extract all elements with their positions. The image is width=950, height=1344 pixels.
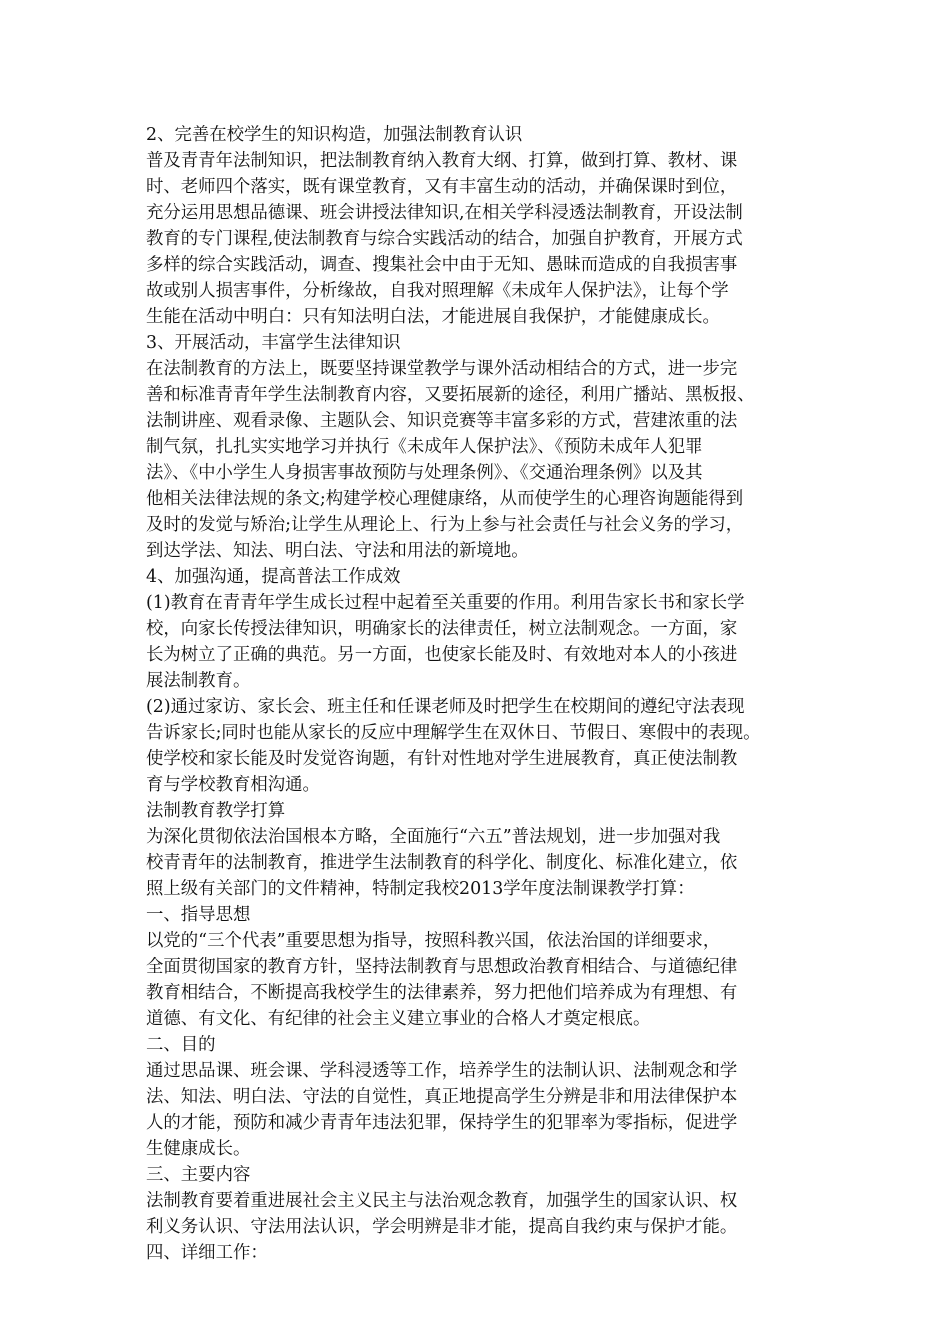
paragraph-line: 时、老师四个落实，既有课堂教育，又有丰富生动的活动，并确保课时到位， xyxy=(146,177,738,197)
paragraph-line: 通过思品课、班会课、学科浸透等工作，培养学生的法制认识、法制观念和学 xyxy=(146,1061,738,1081)
paragraph-line: 充分运用思想品德课、班会讲授法律知识,在相关学科浸透法制教育，开设法制 xyxy=(146,203,743,223)
paragraph-line: 育与学校教育相沟通。 xyxy=(146,775,320,795)
paragraph-line: 人的才能，预防和减少青青年违法犯罪，保持学生的犯罪率为零指标，促进学 xyxy=(146,1113,738,1133)
heading-3: 3、开展活动，丰富学生法律知识 xyxy=(146,333,401,353)
paragraph-line: 及时的发觉与矫治;让学生从理论上、行为上参与社会责任与社会义务的学习， xyxy=(146,515,744,535)
heading-main-content: 三、主要内容 xyxy=(146,1165,251,1185)
paragraph-line: 故或别人损害事件，分析缘故，自我对照理解《未成年人保护法》，让每个学 xyxy=(146,281,729,301)
paragraph-line: 多样的综合实践活动，调查、搜集社会中由于无知、愚昧而造成的自我损害事 xyxy=(146,255,738,275)
paragraph-line: 道德、有文化、有纪律的社会主义建立事业的合格人才奠定根底。 xyxy=(146,1009,651,1029)
paragraph-line: 长为树立了正确的典范。另一方面，也使家长能及时、有效地对本人的小孩进 xyxy=(146,645,738,665)
paragraph-line: 制气氛，扎扎实实地学习并执行《未成年人保护法》、《预防未成年人犯罪 xyxy=(146,437,703,457)
paragraph-line: 法制讲座、观看录像、主题队会、知识竞赛等丰富多彩的方式，营建浓重的法 xyxy=(146,411,738,431)
paragraph-line: 教育的专门课程,使法制教育与综合实践活动的结合，加强自护教育，开展方式 xyxy=(146,229,743,249)
paragraph-line: 为深化贯彻依法治国根本方略，全面施行“六五”普法规划，进一步加强对我 xyxy=(146,827,721,847)
paragraph-line: 法、知法、明白法、守法的自觉性，真正地提高学生分辨是非和用法律保护本 xyxy=(146,1087,738,1107)
paragraph-line: 教育相结合，不断提高我校学生的法律素养，努力把他们培养成为有理想、有 xyxy=(146,983,738,1003)
paragraph-line: 展法制教育。 xyxy=(146,671,251,691)
paragraph-line: 生健康成长。 xyxy=(146,1139,251,1159)
paragraph-line: (2)通过家访、家长会、班主任和任课老师及时把学生在校期间的遵纪守法表现 xyxy=(146,697,745,717)
paragraph-line: 以党的“三个代表”重要思想为指导，按照科教兴国，依法治国的详细要求， xyxy=(146,931,721,951)
paragraph-line: 使学校和家长能及时发觉咨询题，有针对性地对学生进展教育，真正使法制教 xyxy=(146,749,738,769)
paragraph-line: 照上级有关部门的文件精神，特制定我校2013学年度法制课教学打算： xyxy=(146,879,695,899)
paragraph-line: 告诉家长;同时也能从家长的反应中理解学生在双休日、节假日、寒假中的表现。 xyxy=(146,723,761,743)
paragraph-line: (1)教育在青青年学生成长过程中起着至关重要的作用。利用告家长书和家长学 xyxy=(146,593,745,613)
paragraph-line: 校青青年的法制教育，推进学生法制教育的科学化、制度化、标准化建立，依 xyxy=(146,853,738,873)
paragraph-line: 全面贯彻国家的教育方针，坚持法制教育与思想政治教育相结合、与道德纪律 xyxy=(146,957,738,977)
paragraph-line: 普及青青年法制知识，把法制教育纳入教育大纲、打算，做到打算、教材、课 xyxy=(146,151,738,171)
paragraph-line: 法制教育要着重进展社会主义民主与法治观念教育，加强学生的国家认识、权 xyxy=(146,1191,738,1211)
paragraph-line: 法》、《中小学生人身损害事故预防与处理条例》、《交通治理条例》以及其 xyxy=(146,463,703,483)
heading-2: 2、完善在校学生的知识构造，加强法制教育认识 xyxy=(146,125,523,145)
heading-objective: 二、目的 xyxy=(146,1035,216,1055)
paragraph-line: 到达学法、知法、明白法、守法和用法的新境地。 xyxy=(146,541,529,561)
paragraph-line: 善和标准青青年学生法制教育内容，又要拓展新的途径，利用广播站、黑板报、 xyxy=(146,385,755,405)
paragraph-line: 他相关法律法规的条文;构建学校心理健康络，从而使学生的心理咨询题能得到 xyxy=(146,489,744,509)
heading-guiding-ideology: 一、指导思想 xyxy=(146,905,251,925)
paragraph-line: 利义务认识、守法用法认识，学会明辨是非才能，提高自我约束与保护才能。 xyxy=(146,1217,738,1237)
paragraph-line: 校，向家长传授法律知识，明确家长的法律责任，树立法制观念。一方面，家 xyxy=(146,619,738,639)
heading-detailed-work: 四、详细工作： xyxy=(146,1243,268,1263)
paragraph-line: 在法制教育的方法上，既要坚持课堂教学与课外活动相结合的方式，进一步完 xyxy=(146,359,738,379)
document-body xyxy=(146,122,810,1266)
section-title: 法制教育教学打算 xyxy=(146,801,286,821)
heading-4: 4、加强沟通，提高普法工作成效 xyxy=(146,567,401,587)
paragraph-line: 生能在活动中明白：只有知法明白法，才能进展自我保护，才能健康成长。 xyxy=(146,307,720,327)
